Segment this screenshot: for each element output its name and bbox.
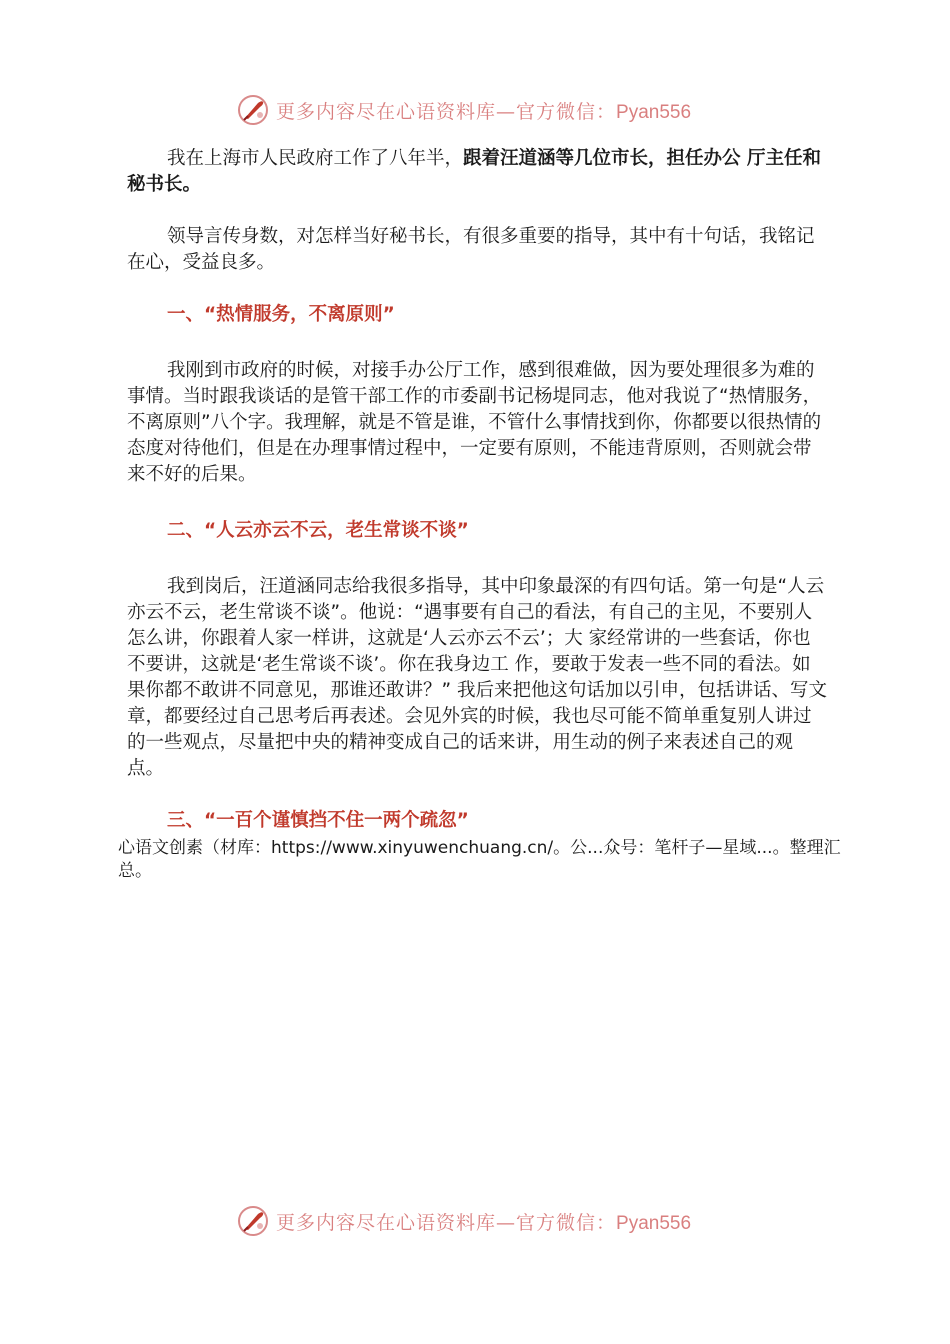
section-heading-3: 三、“一百个谨慎挡不住一两个疏忽” xyxy=(167,810,469,831)
footer-wechat-id: Pyan556 xyxy=(616,1212,692,1234)
page-footer-banner xyxy=(236,1201,691,1241)
quill-seal-icon xyxy=(236,93,270,127)
quill-seal-icon xyxy=(236,1204,270,1238)
paragraph-guidance: 领导言传身数，对怎样当好秘书长，有很多重要的指导，其中有十句话，我铭记在心，受益良多。 xyxy=(127,226,815,273)
header-wechat-id: Pyan556 xyxy=(616,101,692,123)
paragraph-section-1: 我刚到市政府的时候，对接手办公厅工作，感到很难做，因为要处理很多为难的事情。当时跟我谈话的是管干部工作的市委副书记杨堤同志，他对我说了“热情服务，不离原则”八个字。我理解，就是不管是谁，不管什么事情找到你，你都要以很热情的态度对待他们，但是在办理事情过程中，一定要有原则，不能违背原则，否则就会带来不好的后果。 xyxy=(127,360,822,485)
source-note: 心语文创素（材库：https://www.xinyuwenchuang.cn/。公...众号：笔杆子—星域...。整理汇总。 xyxy=(118,838,841,881)
section-heading-2: 二、“人云亦云不云，老生常谈不谈” xyxy=(167,520,469,541)
header-banner-text: 更多内容尽在心语资料库—官方微信：Pyan556 xyxy=(276,100,692,123)
page-header-banner xyxy=(236,90,691,130)
paragraph-intro: 我在上海市人民政府工作了八年半，跟着汪道涵等几位市长，担任办公 厅主任和秘书长。 xyxy=(127,148,821,195)
article-body xyxy=(127,146,827,834)
footer-banner-text: 更多内容尽在心语资料库—官方微信：Pyan556 xyxy=(276,1211,692,1234)
section-heading-1: 一、“热情服务，不离原则” xyxy=(167,304,395,325)
intro-bold-text: 跟着汪道涵等几位市长，担任办公 厅主任和秘书长。 xyxy=(127,148,821,195)
paragraph-section-2: 我到岗后，汪道涵同志给我很多指导，其中印象最深的有四句话。第一句是“人云亦云不云，老生常谈不谈”。他说：“遇事要有自己的看法，有自己的主见，不要别人怎么讲，你跟着人家一样讲，这就是‘人云亦云不云’；大 家经常讲的一些套话，你也不要讲，这就是‘老生常谈不谈’。你在我身边工 作，要敢于发表一些不同的看法。如果你都不敢讲不同意见，那谁还敢讲？” 我后来把他这句话加以引申，包括讲话、写文章，都要经过自己思考后再表述。会见外宾的时候，我也尽可能不简单重复别人讲过的一些观点，尽量把中央的精神变成自己的话来讲，用生动的例子来表述自己的观点。 xyxy=(127,576,827,779)
